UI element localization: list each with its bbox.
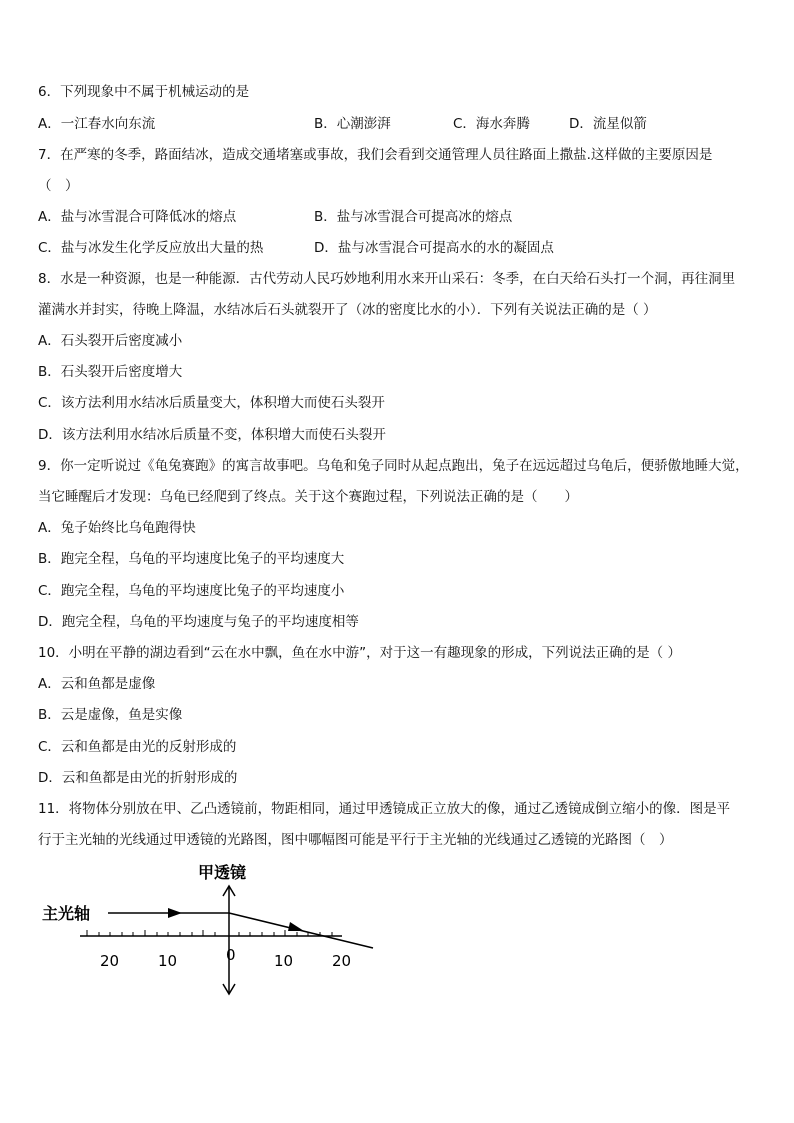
q7-option-d: D．盐与冰雪混合可提高水的水的凝固点	[314, 240, 554, 256]
q8-option-d: D．该方法利用水结冰后质量不变，体积增大而使石头裂开	[38, 427, 386, 443]
q7-option-b: B．盐与冰雪混合可提高冰的熔点	[314, 209, 513, 225]
lens-diagram-svg	[40, 856, 380, 1006]
q7-stem: 7．在严寒的冬季，路面结冰，造成交通堵塞或事故，我们会看到交通管理人员往路面上撒盐.这样做的主要原因是	[38, 147, 713, 163]
lens-ray-diagram	[40, 856, 380, 1006]
q9-option-a: A．兔子始终比乌龟跑得快	[38, 520, 196, 536]
q8-option-c: C．该方法利用水结冰后质量变大，体积增大而使石头裂开	[38, 395, 385, 411]
tick-label-right-20: 20	[332, 952, 352, 970]
q6-option-a: A．一江春水向东流	[38, 116, 156, 132]
q8-option-a: A．石头裂开后密度减小	[38, 333, 183, 349]
lens-label: 甲透镜	[198, 863, 247, 882]
q9-stem-line1: 9．你一定听说过《龟兔赛跑》的寓言故事吧。乌龟和兔子同时从起点跑出，兔子在远远超过乌龟后，便骄傲地睡大觉，	[38, 458, 749, 474]
q7-option-c: C．盐与冰发生化学反应放出大量的热	[38, 240, 264, 256]
q10-stem: 10．小明在平静的湖边看到“云在水中飘，鱼在水中游”，对于这一有趣现象的形成，下列说法正确的是（ ）	[38, 645, 681, 661]
q6-option-b: B．心潮澎湃	[314, 116, 391, 132]
q9-stem-line2: 当它睡醒后才发现：乌龟已经爬到了终点。关于这个赛跑过程，下列说法正确的是（ ）	[38, 489, 578, 505]
q6-option-d: D．流星似箭	[569, 116, 647, 132]
principal-axis-label: 主光轴	[42, 904, 91, 923]
tick-label-left-10: 10	[158, 952, 178, 970]
incident-ray-arrow-icon	[168, 908, 182, 918]
q6-option-c: C．海水奔腾	[453, 116, 530, 132]
q10-option-b: B．云是虚像，鱼是实像	[38, 707, 183, 723]
tick-label-0: 0	[226, 946, 236, 964]
q11-stem-line1: 11．将物体分别放在甲、乙凸透镜前，物距相同，通过甲透镜成正立放大的像，通过乙透镜成倒立缩小的像．图是平	[38, 801, 731, 817]
q11-stem-line2: 行于主光轴的光线通过甲透镜的光路图，图中哪幅图可能是平行于主光轴的光线通过乙透镜的光路图（ ）	[38, 832, 673, 848]
q8-option-b: B．石头裂开后密度增大	[38, 364, 183, 380]
q6-stem: 6．下列现象中不属于机械运动的是	[38, 84, 250, 100]
q7-option-a: A．盐与冰雪混合可降低冰的熔点	[38, 209, 237, 225]
q7-answer-paren: （ ）	[38, 178, 79, 194]
q8-stem-line1: 8．水是一种资源，也是一种能源．古代劳动人民巧妙地利用水来开山采石：冬季，在白天给石头打一个洞，再往洞里	[38, 271, 736, 287]
refracted-ray-arrow-icon	[288, 922, 304, 931]
q9-option-b: B．跑完全程，乌龟的平均速度比兔子的平均速度大	[38, 551, 345, 567]
tick-label-left-20: 20	[100, 952, 120, 970]
q9-option-c: C．跑完全程，乌龟的平均速度比兔子的平均速度小	[38, 583, 345, 599]
tick-label-right-10: 10	[274, 952, 294, 970]
q8-stem-line2: 灌满水并封实，待晚上降温，水结冰后石头就裂开了（冰的密度比水的小）．下列有关说法正确的是（ ）	[38, 302, 657, 318]
q10-option-c: C．云和鱼都是由光的反射形成的	[38, 739, 237, 755]
q10-option-d: D．云和鱼都是由光的折射形成的	[38, 770, 238, 786]
q9-option-d: D．跑完全程，乌龟的平均速度与兔子的平均速度相等	[38, 614, 359, 630]
q10-option-a: A．云和鱼都是虚像	[38, 676, 156, 692]
